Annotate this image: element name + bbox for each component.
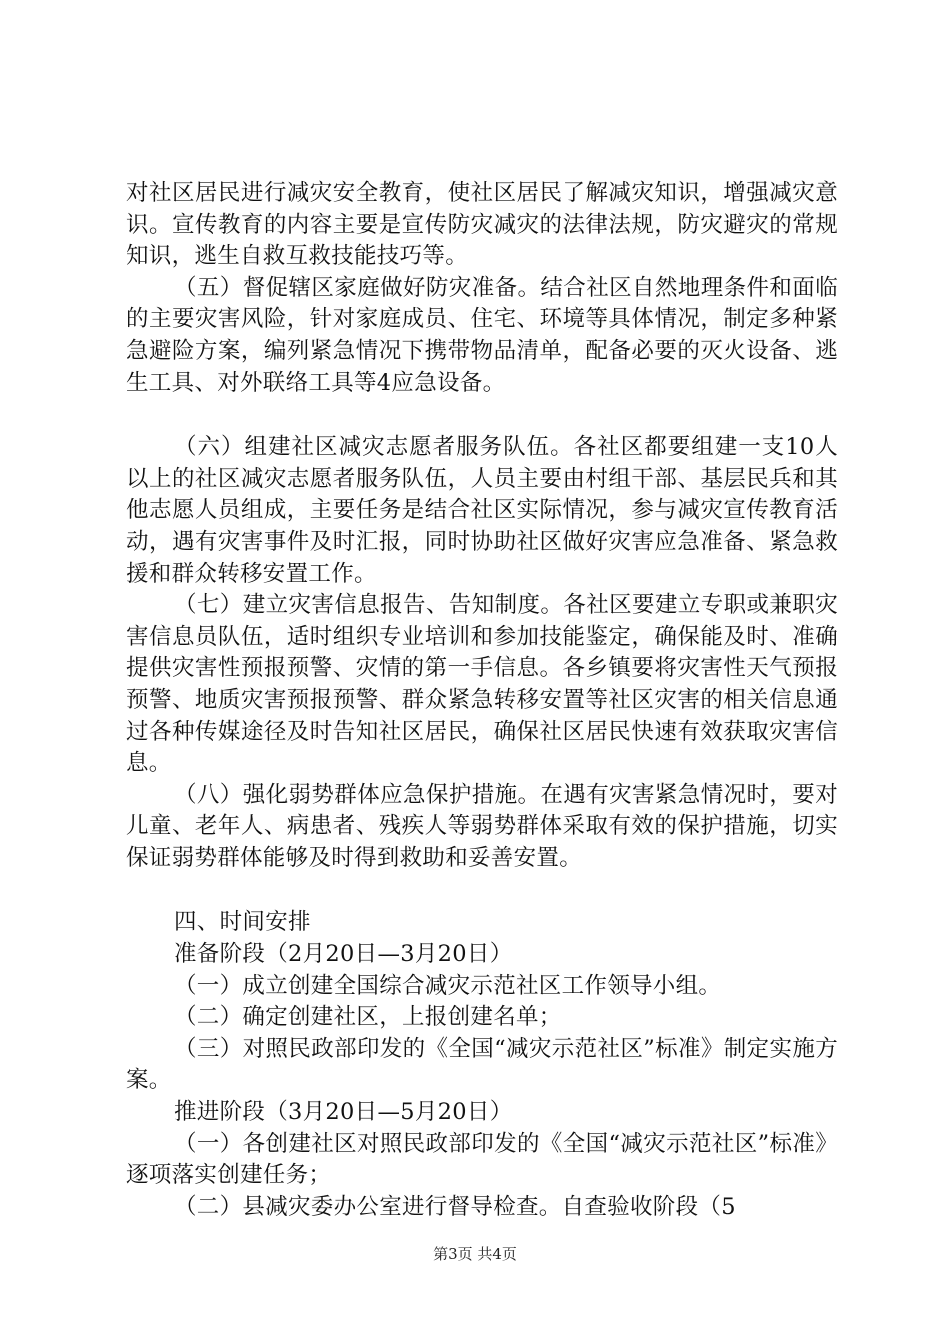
paragraph-item-5: （五）督促辖区家庭做好防灾准备。结合社区自然地理条件和面临的主要灾害风险，针对家庭成员、住宅、环境等具体情况，制定多种紧急避险方案，编列紧急情况下携带物品清单，配备必要的灭火设备、逃生工具、对外联络工具等4应急设备。 <box>126 274 838 396</box>
page-number: 第3页 共4页 <box>433 1245 517 1263</box>
paragraph-gap <box>126 399 838 432</box>
paragraph-continuation: 对社区居民进行减灾安全教育，使社区居民了解减灾知识，增强减灾意识。宣传教育的内容主要是宣传防灾减灾的法律法规，防灾避灾的常规知识，逃生自救互救技能技巧等。 <box>126 180 838 270</box>
section-heading-schedule: 四、时间安排 <box>174 909 311 936</box>
phase-heading-preparation: 准备阶段（2月20日—3月20日） <box>174 941 513 968</box>
phase-heading-advancement: 推进阶段（3月20日—5月20日） <box>174 1099 513 1126</box>
list-item: （三）对照民政部印发的《全国“减灾示范社区”标准》制定实施方案。 <box>126 1035 838 1094</box>
paragraph-gap <box>126 874 838 907</box>
list-item: （一）各创建社区对照民政部印发的《全国“减灾示范社区”标准》逐项落实创建任务； <box>126 1130 838 1189</box>
paragraph-item-8: （八）强化弱势群体应急保护措施。在遇有灾害紧急情况时，要对儿童、老年人、病患者、残疾人等弱势群体采取有效的保护措施，切实保证弱势群体能够及时得到救助和妥善安置。 <box>126 781 838 871</box>
list-item: （一）成立创建全国综合减灾示范社区工作领导小组。 <box>174 972 722 999</box>
list-item: （二）确定创建社区，上报创建名单； <box>174 1004 562 1031</box>
paragraph-item-7: （七）建立灾害信息报告、告知制度。各社区要建立专职或兼职灾害信息员队伍，适时组织专业培训和参加技能鉴定，确保能及时、准确提供灾害性预报预警、灾情的第一手信息。各乡镇要将灾害性天气预报预警、地质灾害预报预警、群众紧急转移安置等社区灾害的相关信息通过各种传媒途径及时告知社区居民，确保社区居民快速有效获取灾害信息。 <box>126 592 838 777</box>
page-footer <box>0 1243 950 1264</box>
list-item: （二）县减灾委办公室进行督导检查。自查验收阶段（5 <box>174 1193 736 1220</box>
document-body <box>126 178 838 1223</box>
paragraph-item-6: （六）组建社区减灾志愿者服务队伍。各社区都要组建一支10人以上的社区减灾志愿者服务队伍，人员主要由村组干部、基层民兵和其他志愿人员组成，主要任务是结合社区实际情况，参与减灾宣传教育活动，遇有灾害事件及时汇报，同时协助社区做好灾害应急准备、紧急救援和群众转移安置工作。 <box>126 434 838 587</box>
